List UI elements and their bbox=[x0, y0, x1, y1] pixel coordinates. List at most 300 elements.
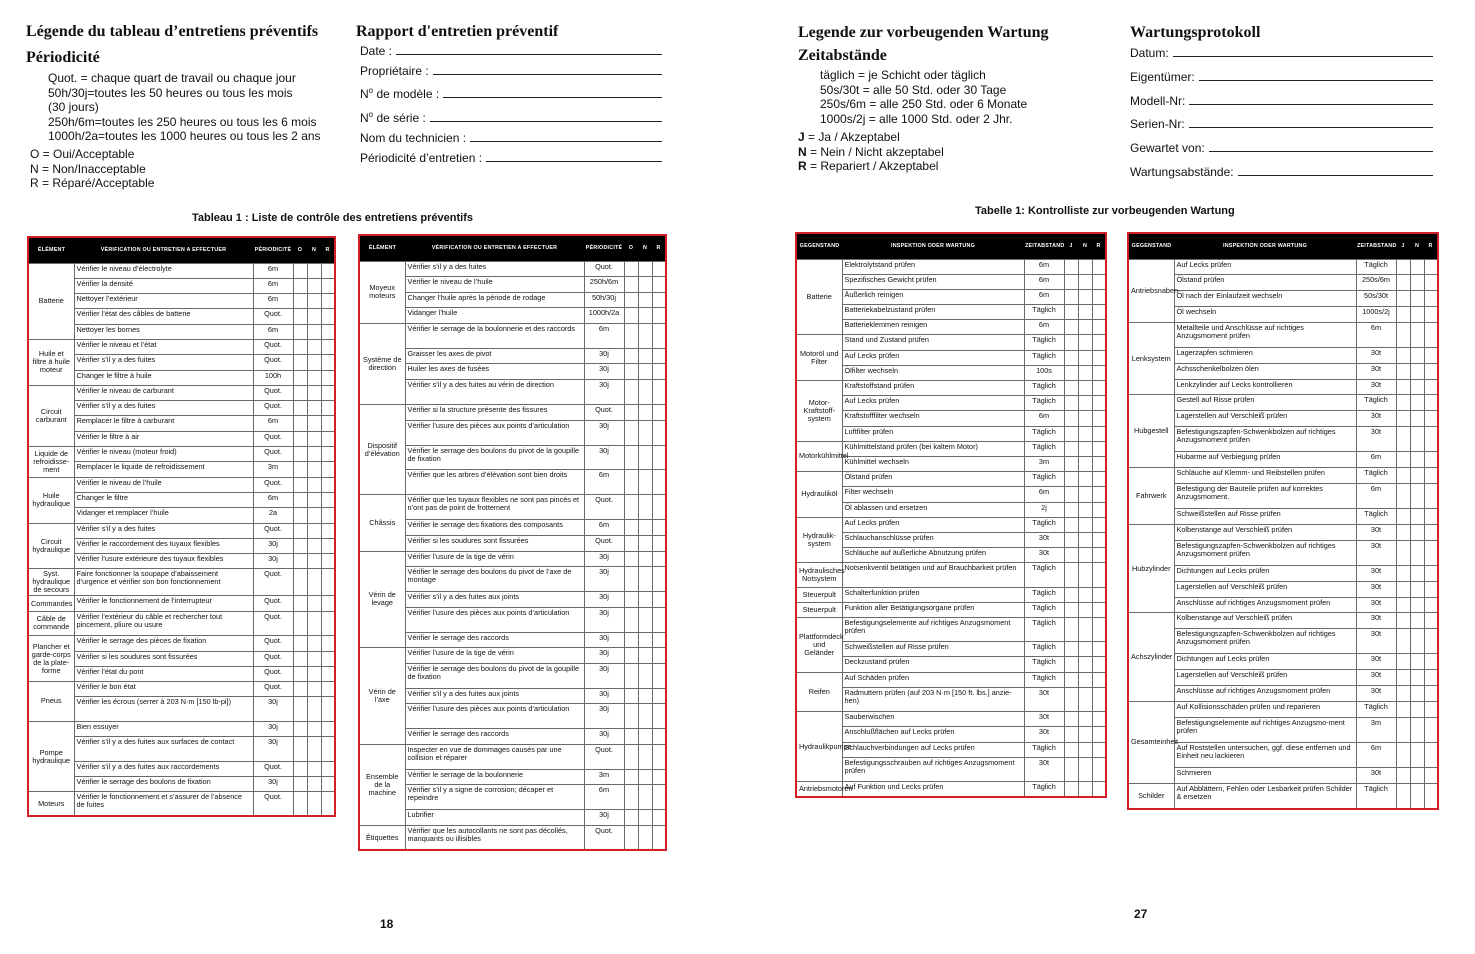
fr-left-check-box[interactable] bbox=[307, 554, 321, 569]
fr-left-check-box[interactable] bbox=[307, 611, 321, 635]
de-right-check-box[interactable] bbox=[1410, 597, 1424, 613]
fr-left-check-box[interactable] bbox=[307, 666, 321, 681]
fr-left-check-box[interactable] bbox=[321, 431, 335, 446]
de-right-check-box[interactable] bbox=[1410, 629, 1424, 654]
de-right-check-box[interactable] bbox=[1424, 322, 1438, 347]
fr-left-check-box[interactable] bbox=[307, 294, 321, 309]
fr-left-check-box[interactable] bbox=[293, 651, 307, 666]
fr-left-check-box[interactable] bbox=[321, 554, 335, 569]
fr-report-field-blank[interactable] bbox=[443, 84, 662, 98]
fr-right-check-box[interactable] bbox=[624, 810, 638, 826]
de-report-field-0[interactable] bbox=[1130, 46, 1433, 60]
fr-left-check-box[interactable] bbox=[321, 370, 335, 385]
fr-left-check-box[interactable] bbox=[293, 401, 307, 416]
de-right-check-box[interactable] bbox=[1424, 524, 1438, 540]
fr-right-check-box[interactable] bbox=[638, 567, 652, 592]
fr-right-check-box[interactable] bbox=[624, 688, 638, 704]
fr-right-check-box[interactable] bbox=[638, 495, 652, 520]
de-report-field-1[interactable] bbox=[1130, 70, 1433, 84]
fr-right-check-box[interactable] bbox=[638, 744, 652, 769]
de-right-check-box[interactable] bbox=[1396, 597, 1410, 613]
de-right-check-box[interactable] bbox=[1424, 654, 1438, 670]
de-right-check-box[interactable] bbox=[1424, 379, 1438, 395]
de-right-check-box[interactable] bbox=[1410, 670, 1424, 686]
fr-right-check-box[interactable] bbox=[652, 520, 666, 536]
de-left-check-box[interactable] bbox=[1078, 472, 1092, 487]
fr-left-check-box[interactable] bbox=[307, 309, 321, 324]
fr-right-check-box[interactable] bbox=[652, 810, 666, 826]
fr-left-check-box[interactable] bbox=[321, 324, 335, 339]
fr-left-check-box[interactable] bbox=[307, 370, 321, 385]
de-left-check-box[interactable] bbox=[1064, 396, 1078, 411]
fr-right-check-box[interactable] bbox=[638, 592, 652, 608]
de-right-check-box[interactable] bbox=[1424, 565, 1438, 581]
de-right-check-box[interactable] bbox=[1396, 670, 1410, 686]
fr-left-check-box[interactable] bbox=[321, 416, 335, 431]
de-right-check-box[interactable] bbox=[1424, 670, 1438, 686]
de-right-check-box[interactable] bbox=[1410, 452, 1424, 468]
de-right-check-box[interactable] bbox=[1424, 701, 1438, 717]
fr-left-check-box[interactable] bbox=[293, 355, 307, 370]
de-left-check-box[interactable] bbox=[1064, 502, 1078, 517]
fr-left-check-box[interactable] bbox=[307, 508, 321, 523]
de-left-check-box[interactable] bbox=[1064, 259, 1078, 274]
fr-left-check-box[interactable] bbox=[307, 477, 321, 492]
de-right-check-box[interactable] bbox=[1424, 275, 1438, 291]
de-right-check-box[interactable] bbox=[1396, 379, 1410, 395]
de-left-check-box[interactable] bbox=[1064, 757, 1078, 781]
de-right-check-box[interactable] bbox=[1424, 395, 1438, 411]
de-right-check-box[interactable] bbox=[1424, 306, 1438, 322]
fr-right-check-box[interactable] bbox=[638, 292, 652, 308]
de-right-check-box[interactable] bbox=[1396, 768, 1410, 784]
de-left-check-box[interactable] bbox=[1078, 548, 1092, 563]
de-right-check-box[interactable] bbox=[1424, 452, 1438, 468]
fr-right-check-box[interactable] bbox=[624, 648, 638, 664]
fr-right-check-box[interactable] bbox=[624, 729, 638, 745]
fr-left-check-box[interactable] bbox=[293, 278, 307, 293]
de-right-check-box[interactable] bbox=[1410, 742, 1424, 767]
de-left-check-box[interactable] bbox=[1092, 305, 1106, 320]
fr-left-check-box[interactable] bbox=[307, 416, 321, 431]
fr-left-check-box[interactable] bbox=[293, 492, 307, 507]
fr-right-check-box[interactable] bbox=[624, 663, 638, 688]
de-left-check-box[interactable] bbox=[1092, 757, 1106, 781]
fr-left-check-box[interactable] bbox=[321, 596, 335, 611]
fr-left-check-box[interactable] bbox=[293, 324, 307, 339]
fr-left-check-box[interactable] bbox=[307, 263, 321, 278]
fr-right-check-box[interactable] bbox=[638, 308, 652, 324]
fr-left-check-box[interactable] bbox=[307, 339, 321, 354]
de-right-check-box[interactable] bbox=[1396, 783, 1410, 808]
de-left-check-box[interactable] bbox=[1092, 472, 1106, 487]
fr-left-check-box[interactable] bbox=[321, 401, 335, 416]
de-right-check-box[interactable] bbox=[1410, 565, 1424, 581]
fr-right-check-box[interactable] bbox=[624, 592, 638, 608]
fr-left-check-box[interactable] bbox=[293, 447, 307, 462]
fr-left-check-box[interactable] bbox=[293, 538, 307, 553]
de-right-check-box[interactable] bbox=[1424, 347, 1438, 363]
fr-left-check-box[interactable] bbox=[307, 538, 321, 553]
fr-right-check-box[interactable] bbox=[652, 729, 666, 745]
de-left-check-box[interactable] bbox=[1092, 563, 1106, 587]
de-left-check-box[interactable] bbox=[1092, 672, 1106, 687]
fr-left-check-box[interactable] bbox=[307, 776, 321, 791]
fr-right-check-box[interactable] bbox=[652, 826, 666, 851]
fr-right-check-box[interactable] bbox=[638, 261, 652, 277]
de-left-check-box[interactable] bbox=[1064, 687, 1078, 711]
fr-right-check-box[interactable] bbox=[638, 277, 652, 293]
de-left-check-box[interactable] bbox=[1078, 712, 1092, 727]
fr-right-check-box[interactable] bbox=[652, 567, 666, 592]
de-right-check-box[interactable] bbox=[1410, 654, 1424, 670]
de-left-check-box[interactable] bbox=[1078, 320, 1092, 335]
fr-report-field-5[interactable] bbox=[360, 151, 662, 165]
de-left-check-box[interactable] bbox=[1078, 426, 1092, 441]
de-right-check-box[interactable] bbox=[1396, 259, 1410, 275]
de-right-check-box[interactable] bbox=[1424, 742, 1438, 767]
fr-left-check-box[interactable] bbox=[293, 385, 307, 400]
de-left-check-box[interactable] bbox=[1078, 396, 1092, 411]
fr-right-check-box[interactable] bbox=[624, 769, 638, 785]
fr-right-check-box[interactable] bbox=[624, 826, 638, 851]
fr-left-check-box[interactable] bbox=[293, 477, 307, 492]
de-left-check-box[interactable] bbox=[1078, 742, 1092, 757]
de-right-check-box[interactable] bbox=[1410, 379, 1424, 395]
fr-left-check-box[interactable] bbox=[307, 355, 321, 370]
de-left-check-box[interactable] bbox=[1078, 456, 1092, 471]
de-right-check-box[interactable] bbox=[1396, 322, 1410, 347]
fr-right-check-box[interactable] bbox=[624, 607, 638, 632]
fr-left-check-box[interactable] bbox=[307, 697, 321, 721]
de-right-check-box[interactable] bbox=[1410, 768, 1424, 784]
de-left-check-box[interactable] bbox=[1078, 441, 1092, 456]
fr-right-check-box[interactable] bbox=[638, 769, 652, 785]
de-left-check-box[interactable] bbox=[1092, 782, 1106, 797]
fr-right-check-box[interactable] bbox=[638, 729, 652, 745]
de-right-check-box[interactable] bbox=[1424, 768, 1438, 784]
de-left-check-box[interactable] bbox=[1064, 517, 1078, 532]
de-right-check-box[interactable] bbox=[1410, 540, 1424, 565]
de-right-check-box[interactable] bbox=[1410, 395, 1424, 411]
de-left-check-box[interactable] bbox=[1064, 381, 1078, 396]
fr-left-check-box[interactable] bbox=[293, 508, 307, 523]
de-left-check-box[interactable] bbox=[1064, 742, 1078, 757]
de-left-check-box[interactable] bbox=[1064, 335, 1078, 350]
fr-left-check-box[interactable] bbox=[321, 492, 335, 507]
fr-left-check-box[interactable] bbox=[307, 792, 321, 816]
fr-right-check-box[interactable] bbox=[638, 663, 652, 688]
fr-left-check-box[interactable] bbox=[321, 636, 335, 651]
fr-left-check-box[interactable] bbox=[307, 569, 321, 596]
de-left-check-box[interactable] bbox=[1064, 657, 1078, 672]
de-left-check-box[interactable] bbox=[1078, 274, 1092, 289]
fr-left-check-box[interactable] bbox=[321, 447, 335, 462]
fr-right-check-box[interactable] bbox=[652, 292, 666, 308]
fr-right-check-box[interactable] bbox=[624, 364, 638, 380]
de-right-check-box[interactable] bbox=[1424, 411, 1438, 427]
fr-right-check-box[interactable] bbox=[652, 551, 666, 567]
fr-left-check-box[interactable] bbox=[307, 385, 321, 400]
de-left-check-box[interactable] bbox=[1064, 487, 1078, 502]
fr-left-check-box[interactable] bbox=[321, 355, 335, 370]
de-left-check-box[interactable] bbox=[1064, 274, 1078, 289]
fr-right-check-box[interactable] bbox=[638, 607, 652, 632]
de-right-check-box[interactable] bbox=[1396, 411, 1410, 427]
de-left-check-box[interactable] bbox=[1092, 350, 1106, 365]
de-right-check-box[interactable] bbox=[1410, 701, 1424, 717]
fr-right-check-box[interactable] bbox=[624, 551, 638, 567]
fr-report-field-0[interactable] bbox=[360, 44, 662, 58]
fr-left-check-box[interactable] bbox=[293, 416, 307, 431]
de-right-check-box[interactable] bbox=[1410, 411, 1424, 427]
fr-right-check-box[interactable] bbox=[652, 323, 666, 348]
fr-right-check-box[interactable] bbox=[638, 323, 652, 348]
fr-right-check-box[interactable] bbox=[652, 380, 666, 405]
de-left-check-box[interactable] bbox=[1064, 548, 1078, 563]
fr-left-check-box[interactable] bbox=[293, 263, 307, 278]
de-right-check-box[interactable] bbox=[1410, 363, 1424, 379]
fr-left-check-box[interactable] bbox=[321, 309, 335, 324]
de-left-check-box[interactable] bbox=[1078, 617, 1092, 641]
fr-left-check-box[interactable] bbox=[307, 761, 321, 776]
de-left-check-box[interactable] bbox=[1064, 563, 1078, 587]
fr-right-check-box[interactable] bbox=[638, 826, 652, 851]
de-left-check-box[interactable] bbox=[1064, 642, 1078, 657]
de-left-check-box[interactable] bbox=[1092, 642, 1106, 657]
fr-left-check-box[interactable] bbox=[307, 651, 321, 666]
de-right-check-box[interactable] bbox=[1396, 347, 1410, 363]
fr-left-check-box[interactable] bbox=[321, 462, 335, 477]
de-right-check-box[interactable] bbox=[1424, 597, 1438, 613]
fr-right-check-box[interactable] bbox=[638, 404, 652, 420]
de-right-check-box[interactable] bbox=[1424, 629, 1438, 654]
de-right-check-box[interactable] bbox=[1396, 306, 1410, 322]
de-left-check-box[interactable] bbox=[1064, 305, 1078, 320]
fr-left-check-box[interactable] bbox=[307, 431, 321, 446]
fr-right-check-box[interactable] bbox=[652, 592, 666, 608]
fr-left-check-box[interactable] bbox=[321, 761, 335, 776]
de-right-check-box[interactable] bbox=[1396, 717, 1410, 742]
de-left-check-box[interactable] bbox=[1092, 587, 1106, 602]
fr-right-check-box[interactable] bbox=[624, 567, 638, 592]
fr-left-check-box[interactable] bbox=[307, 278, 321, 293]
de-left-check-box[interactable] bbox=[1092, 712, 1106, 727]
de-right-check-box[interactable] bbox=[1424, 540, 1438, 565]
de-right-check-box[interactable] bbox=[1424, 685, 1438, 701]
fr-left-check-box[interactable] bbox=[321, 538, 335, 553]
de-left-check-box[interactable] bbox=[1064, 782, 1078, 797]
fr-right-check-box[interactable] bbox=[638, 551, 652, 567]
de-left-check-box[interactable] bbox=[1064, 411, 1078, 426]
fr-left-check-box[interactable] bbox=[307, 721, 321, 736]
fr-right-check-box[interactable] bbox=[652, 364, 666, 380]
de-left-check-box[interactable] bbox=[1078, 757, 1092, 781]
de-left-check-box[interactable] bbox=[1078, 687, 1092, 711]
fr-left-check-box[interactable] bbox=[321, 569, 335, 596]
fr-right-check-box[interactable] bbox=[652, 420, 666, 445]
fr-report-field-blank[interactable] bbox=[430, 108, 662, 122]
fr-right-check-box[interactable] bbox=[652, 632, 666, 648]
de-left-check-box[interactable] bbox=[1064, 365, 1078, 380]
fr-left-check-box[interactable] bbox=[293, 636, 307, 651]
fr-left-check-box[interactable] bbox=[307, 401, 321, 416]
fr-left-check-box[interactable] bbox=[321, 339, 335, 354]
fr-right-check-box[interactable] bbox=[638, 535, 652, 551]
de-left-check-box[interactable] bbox=[1092, 532, 1106, 547]
fr-right-check-box[interactable] bbox=[624, 495, 638, 520]
fr-right-check-box[interactable] bbox=[624, 323, 638, 348]
fr-left-check-box[interactable] bbox=[321, 651, 335, 666]
de-right-check-box[interactable] bbox=[1396, 581, 1410, 597]
fr-left-check-box[interactable] bbox=[293, 721, 307, 736]
de-right-check-box[interactable] bbox=[1396, 363, 1410, 379]
de-left-check-box[interactable] bbox=[1092, 381, 1106, 396]
fr-right-check-box[interactable] bbox=[652, 470, 666, 495]
fr-right-check-box[interactable] bbox=[638, 470, 652, 495]
fr-right-check-box[interactable] bbox=[652, 535, 666, 551]
fr-right-check-box[interactable] bbox=[624, 277, 638, 293]
fr-right-check-box[interactable] bbox=[624, 704, 638, 729]
de-report-field-blank[interactable] bbox=[1173, 46, 1433, 57]
de-left-check-box[interactable] bbox=[1078, 642, 1092, 657]
fr-right-check-box[interactable] bbox=[624, 308, 638, 324]
fr-left-check-box[interactable] bbox=[321, 523, 335, 538]
fr-right-check-box[interactable] bbox=[652, 744, 666, 769]
fr-left-check-box[interactable] bbox=[293, 761, 307, 776]
fr-left-check-box[interactable] bbox=[293, 370, 307, 385]
de-right-check-box[interactable] bbox=[1396, 565, 1410, 581]
de-right-check-box[interactable] bbox=[1424, 581, 1438, 597]
de-left-check-box[interactable] bbox=[1078, 350, 1092, 365]
de-left-check-box[interactable] bbox=[1078, 532, 1092, 547]
fr-right-check-box[interactable] bbox=[624, 261, 638, 277]
de-right-check-box[interactable] bbox=[1396, 468, 1410, 484]
de-left-check-box[interactable] bbox=[1078, 335, 1092, 350]
de-right-check-box[interactable] bbox=[1410, 483, 1424, 508]
fr-left-check-box[interactable] bbox=[321, 611, 335, 635]
de-right-check-box[interactable] bbox=[1410, 275, 1424, 291]
fr-left-check-box[interactable] bbox=[293, 339, 307, 354]
de-left-check-box[interactable] bbox=[1092, 617, 1106, 641]
de-right-check-box[interactable] bbox=[1396, 452, 1410, 468]
fr-left-check-box[interactable] bbox=[293, 792, 307, 816]
fr-left-check-box[interactable] bbox=[293, 554, 307, 569]
fr-left-check-box[interactable] bbox=[293, 431, 307, 446]
de-left-check-box[interactable] bbox=[1064, 350, 1078, 365]
fr-right-check-box[interactable] bbox=[638, 810, 652, 826]
de-left-check-box[interactable] bbox=[1064, 672, 1078, 687]
fr-right-check-box[interactable] bbox=[624, 535, 638, 551]
fr-right-check-box[interactable] bbox=[652, 769, 666, 785]
de-right-check-box[interactable] bbox=[1424, 259, 1438, 275]
de-report-field-blank[interactable] bbox=[1209, 141, 1433, 152]
de-right-check-box[interactable] bbox=[1424, 291, 1438, 307]
de-right-check-box[interactable] bbox=[1396, 483, 1410, 508]
de-left-check-box[interactable] bbox=[1064, 456, 1078, 471]
fr-right-check-box[interactable] bbox=[652, 261, 666, 277]
fr-left-check-box[interactable] bbox=[293, 611, 307, 635]
de-left-check-box[interactable] bbox=[1078, 657, 1092, 672]
fr-right-check-box[interactable] bbox=[638, 420, 652, 445]
fr-right-check-box[interactable] bbox=[624, 520, 638, 536]
de-left-check-box[interactable] bbox=[1064, 472, 1078, 487]
de-left-check-box[interactable] bbox=[1064, 441, 1078, 456]
de-left-check-box[interactable] bbox=[1064, 712, 1078, 727]
de-left-check-box[interactable] bbox=[1092, 517, 1106, 532]
de-report-field-blank[interactable] bbox=[1189, 94, 1433, 105]
fr-right-check-box[interactable] bbox=[652, 648, 666, 664]
fr-left-check-box[interactable] bbox=[321, 666, 335, 681]
fr-right-check-box[interactable] bbox=[624, 785, 638, 810]
de-right-check-box[interactable] bbox=[1410, 717, 1424, 742]
de-left-check-box[interactable] bbox=[1092, 289, 1106, 304]
fr-left-check-box[interactable] bbox=[307, 492, 321, 507]
fr-right-check-box[interactable] bbox=[652, 785, 666, 810]
fr-right-check-box[interactable] bbox=[652, 607, 666, 632]
de-left-check-box[interactable] bbox=[1092, 687, 1106, 711]
fr-right-check-box[interactable] bbox=[638, 364, 652, 380]
fr-right-check-box[interactable] bbox=[638, 348, 652, 364]
de-right-check-box[interactable] bbox=[1396, 524, 1410, 540]
de-right-check-box[interactable] bbox=[1396, 685, 1410, 701]
fr-left-check-box[interactable] bbox=[293, 294, 307, 309]
fr-left-check-box[interactable] bbox=[321, 278, 335, 293]
de-left-check-box[interactable] bbox=[1064, 727, 1078, 742]
de-right-check-box[interactable] bbox=[1410, 259, 1424, 275]
de-right-check-box[interactable] bbox=[1410, 291, 1424, 307]
fr-left-check-box[interactable] bbox=[321, 721, 335, 736]
de-report-field-3[interactable] bbox=[1130, 117, 1433, 131]
de-right-check-box[interactable] bbox=[1410, 426, 1424, 451]
fr-right-check-box[interactable] bbox=[638, 520, 652, 536]
fr-left-check-box[interactable] bbox=[321, 263, 335, 278]
de-right-check-box[interactable] bbox=[1410, 524, 1424, 540]
de-right-check-box[interactable] bbox=[1424, 363, 1438, 379]
de-left-check-box[interactable] bbox=[1078, 487, 1092, 502]
fr-left-check-box[interactable] bbox=[293, 737, 307, 761]
fr-right-check-box[interactable] bbox=[638, 445, 652, 470]
fr-left-check-box[interactable] bbox=[293, 596, 307, 611]
fr-left-check-box[interactable] bbox=[293, 569, 307, 596]
de-left-check-box[interactable] bbox=[1092, 259, 1106, 274]
fr-left-check-box[interactable] bbox=[307, 447, 321, 462]
fr-report-field-blank[interactable] bbox=[470, 131, 662, 142]
de-left-check-box[interactable] bbox=[1092, 335, 1106, 350]
fr-left-check-box[interactable] bbox=[293, 462, 307, 477]
de-left-check-box[interactable] bbox=[1092, 657, 1106, 672]
fr-left-check-box[interactable] bbox=[321, 508, 335, 523]
de-right-check-box[interactable] bbox=[1410, 685, 1424, 701]
de-right-check-box[interactable] bbox=[1396, 629, 1410, 654]
fr-right-check-box[interactable] bbox=[624, 744, 638, 769]
fr-left-check-box[interactable] bbox=[293, 697, 307, 721]
de-right-check-box[interactable] bbox=[1396, 395, 1410, 411]
de-left-check-box[interactable] bbox=[1064, 532, 1078, 547]
fr-right-check-box[interactable] bbox=[624, 292, 638, 308]
de-right-check-box[interactable] bbox=[1396, 654, 1410, 670]
de-left-check-box[interactable] bbox=[1078, 502, 1092, 517]
de-right-check-box[interactable] bbox=[1396, 509, 1410, 525]
de-left-check-box[interactable] bbox=[1078, 782, 1092, 797]
fr-left-check-box[interactable] bbox=[321, 792, 335, 816]
fr-left-check-box[interactable] bbox=[293, 776, 307, 791]
fr-right-check-box[interactable] bbox=[652, 445, 666, 470]
de-left-check-box[interactable] bbox=[1078, 411, 1092, 426]
fr-left-check-box[interactable] bbox=[321, 477, 335, 492]
de-report-field-4[interactable] bbox=[1130, 141, 1433, 155]
fr-right-check-box[interactable] bbox=[624, 348, 638, 364]
